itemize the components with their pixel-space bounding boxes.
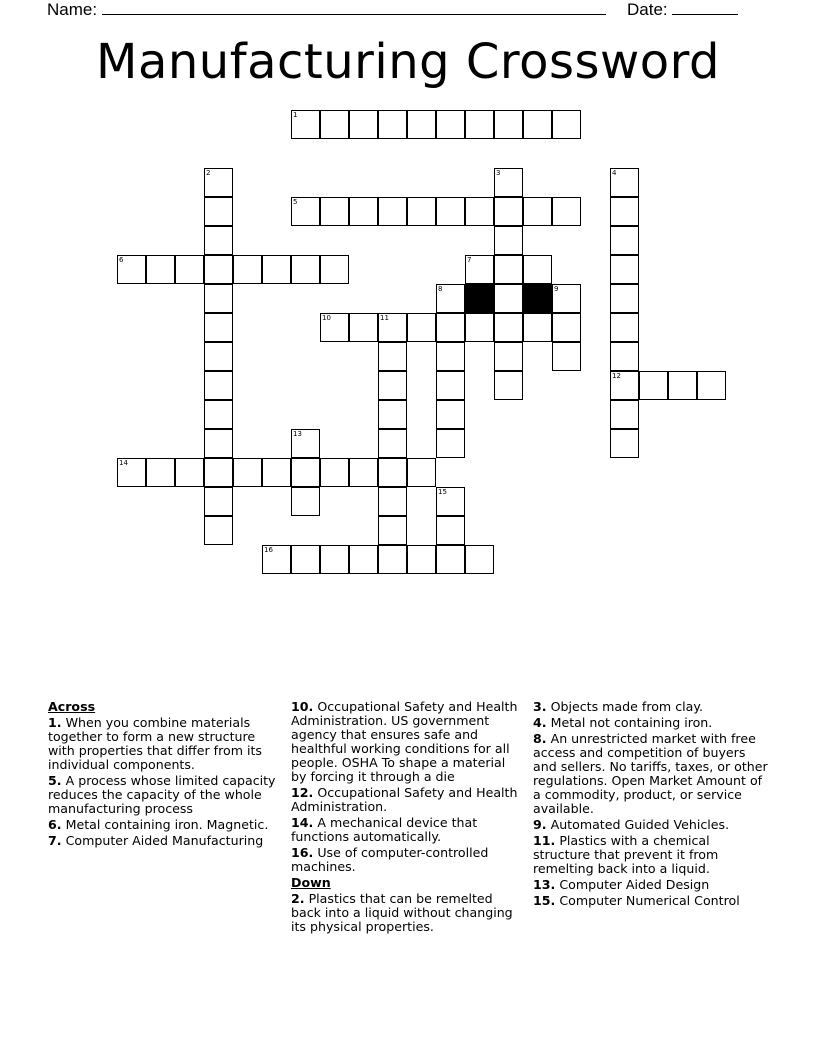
black-cell [465, 284, 494, 313]
grid-cell[interactable] [436, 429, 465, 458]
grid-cell[interactable] [262, 458, 291, 487]
grid-cell[interactable] [523, 313, 552, 342]
clue-number-label: 15. [533, 893, 556, 908]
grid-cell[interactable] [610, 168, 639, 197]
grid-cell[interactable] [494, 342, 523, 371]
grid-cell[interactable] [262, 545, 291, 574]
date-label: Date: [627, 0, 668, 19]
grid-cell[interactable] [378, 371, 407, 400]
clue-text: Metal not containing iron. [550, 715, 713, 730]
grid-cell[interactable] [204, 516, 233, 545]
grid-cell[interactable] [320, 255, 349, 284]
clue-number: 13 [293, 430, 302, 438]
clue-number: 12 [612, 372, 621, 380]
clue-item [291, 892, 521, 934]
clue-text: A process whose limited capacity reduces the capacity of the whole manufacturing process [48, 773, 276, 816]
clue-number-label: 1. [48, 715, 62, 730]
grid-cell[interactable] [552, 284, 581, 313]
grid-cell[interactable] [407, 197, 436, 226]
clue-text: A mechanical device that functions automatically. [291, 815, 478, 844]
clue-number: 2 [206, 169, 211, 177]
grid-cell[interactable] [378, 400, 407, 429]
clue-text: Computer Aided Design [559, 877, 710, 892]
grid-cell[interactable] [610, 342, 639, 371]
grid-cell[interactable] [436, 110, 465, 139]
grid-cell[interactable] [523, 110, 552, 139]
grid-cell[interactable] [494, 371, 523, 400]
grid-cell[interactable] [320, 110, 349, 139]
clue-number-label: 5. [48, 773, 62, 788]
grid-cell[interactable] [204, 458, 233, 487]
grid-cell[interactable] [436, 284, 465, 313]
black-cell [523, 284, 552, 313]
clue-text: Objects made from clay. [550, 699, 703, 714]
clue-number: 8 [438, 285, 443, 293]
grid-cell[interactable] [494, 255, 523, 284]
grid-cell[interactable] [320, 545, 349, 574]
grid-cell[interactable] [552, 197, 581, 226]
grid-cell[interactable] [378, 429, 407, 458]
grid-cell[interactable] [378, 313, 407, 342]
page-title: Manufacturing Crossword [96, 34, 720, 90]
grid-cell[interactable] [436, 400, 465, 429]
grid-cell[interactable] [378, 197, 407, 226]
grid-cell[interactable] [552, 342, 581, 371]
grid-cell[interactable] [378, 545, 407, 574]
grid-cell[interactable] [465, 545, 494, 574]
clue-number: 15 [438, 488, 447, 496]
clue-number: 9 [554, 285, 559, 293]
clue-text: Plastics with a chemical structure that prevent it from remelting back into a liquid. [533, 833, 719, 876]
clues-column-3 [533, 700, 769, 910]
grid-cell[interactable] [465, 197, 494, 226]
grid-cell[interactable] [349, 110, 378, 139]
grid-cell[interactable] [117, 458, 146, 487]
clue-number: 7 [467, 256, 472, 264]
grid-cell[interactable] [378, 110, 407, 139]
clue-number-label: 7. [48, 833, 62, 848]
grid-cell[interactable] [349, 197, 378, 226]
clue-number-label: 3. [533, 699, 547, 714]
grid-cell[interactable] [407, 545, 436, 574]
grid-cell[interactable] [465, 110, 494, 139]
grid-cell[interactable] [494, 226, 523, 255]
grid-cell[interactable] [552, 313, 581, 342]
grid-cell[interactable] [610, 197, 639, 226]
grid-cell[interactable] [262, 255, 291, 284]
grid-cell[interactable] [610, 400, 639, 429]
clue-number-label: 16. [291, 845, 314, 860]
grid-cell[interactable] [436, 516, 465, 545]
grid-cell[interactable] [291, 458, 320, 487]
grid-cell[interactable] [204, 255, 233, 284]
clue-number: 4 [612, 169, 617, 177]
grid-cell[interactable] [233, 458, 262, 487]
grid-cell[interactable] [291, 545, 320, 574]
grid-cell[interactable] [552, 110, 581, 139]
clue-number: 11 [380, 314, 389, 322]
grid-cell[interactable] [610, 371, 639, 400]
grid-cell[interactable] [378, 342, 407, 371]
clue-item [291, 786, 521, 814]
clue-text: Computer Aided Manufacturing [65, 833, 264, 848]
grid-cell[interactable] [291, 110, 320, 139]
grid-cell[interactable] [494, 110, 523, 139]
clue-number-label: 13. [533, 877, 556, 892]
clue-item [291, 700, 521, 784]
grid-cell[interactable] [436, 545, 465, 574]
grid-cell[interactable] [291, 197, 320, 226]
clue-number: 14 [119, 459, 128, 467]
grid-cell[interactable] [349, 458, 378, 487]
grid-cell[interactable] [175, 458, 204, 487]
grid-cell[interactable] [494, 284, 523, 313]
name-label: Name: [47, 0, 98, 19]
grid-cell[interactable] [117, 255, 146, 284]
clue-text: Metal containing iron. Magnetic. [65, 817, 269, 832]
grid-cell[interactable] [697, 371, 726, 400]
grid-cell[interactable] [204, 342, 233, 371]
grid-cell[interactable] [407, 313, 436, 342]
grid-cell[interactable] [204, 168, 233, 197]
grid-cell[interactable] [291, 487, 320, 516]
grid-cell[interactable] [610, 429, 639, 458]
grid-cell[interactable] [204, 487, 233, 516]
clues-column-2 [291, 700, 521, 936]
grid-cell[interactable] [494, 313, 523, 342]
section-heading: Down [291, 875, 331, 890]
grid-cell[interactable] [175, 255, 204, 284]
grid-cell[interactable] [291, 429, 320, 458]
clue-number-label: 4. [533, 715, 547, 730]
grid-cell[interactable] [378, 516, 407, 545]
clue-item [533, 834, 769, 876]
grid-cell[interactable] [204, 313, 233, 342]
clue-number-label: 8. [533, 731, 547, 746]
clue-item [533, 732, 769, 816]
grid-cell[interactable] [436, 371, 465, 400]
grid-cell[interactable] [320, 313, 349, 342]
grid-cell[interactable] [465, 313, 494, 342]
clue-number-label: 6. [48, 817, 62, 832]
grid-cell[interactable] [610, 313, 639, 342]
clue-text: Occupational Safety and Health Administration. [291, 785, 518, 814]
clue-number: 6 [119, 256, 124, 264]
grid-cell[interactable] [436, 197, 465, 226]
grid-cell[interactable] [204, 371, 233, 400]
clue-item [533, 716, 769, 730]
clue-text: Occupational Safety and Health Administration. US government agency that ensures safe and healthful working conditions for all people. OSHA To shape a material by forcing it through a die [291, 699, 518, 784]
grid-cell[interactable] [204, 429, 233, 458]
clue-number: 3 [496, 169, 501, 177]
grid-cell[interactable] [610, 284, 639, 313]
clue-number-label: 10. [291, 699, 314, 714]
clue-number-label: 12. [291, 785, 314, 800]
clue-text: When you combine materials together to form a new structure with properties that differ from its individual components. [48, 715, 262, 772]
grid-cell[interactable] [436, 487, 465, 516]
clue-number: 1 [293, 111, 298, 119]
grid-cell[interactable] [407, 458, 436, 487]
grid-cell[interactable] [465, 255, 494, 284]
grid-cell[interactable] [378, 458, 407, 487]
clue-number-label: 14. [291, 815, 314, 830]
grid-cell[interactable] [639, 371, 668, 400]
grid-cell[interactable] [204, 197, 233, 226]
clue-text: An unrestricted market with free access and competition of buyers and sellers. No tariffs, taxes, or other regulations. Open Market Amount of a commodity, product, or service available. [533, 731, 768, 816]
grid-cell[interactable] [523, 255, 552, 284]
clue-number-label: 9. [533, 817, 547, 832]
clue-item [48, 834, 284, 848]
grid-cell[interactable] [494, 168, 523, 197]
clue-item [48, 818, 284, 832]
grid-cell[interactable] [523, 197, 552, 226]
grid-cell[interactable] [204, 400, 233, 429]
clue-item [48, 716, 284, 772]
grid-cell[interactable] [436, 342, 465, 371]
clue-item [48, 774, 284, 816]
grid-cell[interactable] [291, 255, 320, 284]
clue-text: Computer Numerical Control [559, 893, 740, 908]
grid-cell[interactable] [668, 371, 697, 400]
grid-cell[interactable] [407, 110, 436, 139]
clue-number: 10 [322, 314, 331, 322]
grid-cell[interactable] [233, 255, 262, 284]
clue-number-label: 11. [533, 833, 556, 848]
clue-item [533, 700, 769, 714]
clue-number-label: 2. [291, 891, 305, 906]
grid-cell[interactable] [610, 226, 639, 255]
clue-number: 16 [264, 546, 273, 554]
clue-text: Plastics that can be remelted back into a liquid without changing its physical properties. [291, 891, 513, 934]
grid-cell[interactable] [494, 197, 523, 226]
grid-cell[interactable] [204, 226, 233, 255]
grid-cell[interactable] [146, 255, 175, 284]
grid-cell[interactable] [610, 255, 639, 284]
clue-number: 5 [293, 198, 298, 206]
clue-item [533, 818, 769, 832]
clue-item [533, 894, 769, 908]
grid-cell[interactable] [204, 284, 233, 313]
grid-cell[interactable] [320, 197, 349, 226]
clue-item [291, 846, 521, 874]
clue-item [291, 816, 521, 844]
grid-cell[interactable] [320, 458, 349, 487]
clue-item [533, 878, 769, 892]
section-heading: Across [48, 699, 96, 714]
clue-text: Automated Guided Vehicles. [550, 817, 730, 832]
grid-cell[interactable] [349, 545, 378, 574]
grid-cell[interactable] [378, 487, 407, 516]
grid-cell[interactable] [349, 313, 378, 342]
grid-cell[interactable] [436, 313, 465, 342]
clues-column-1 [48, 700, 284, 850]
grid-cell[interactable] [146, 458, 175, 487]
clue-text: Use of computer-controlled machines. [291, 845, 489, 874]
